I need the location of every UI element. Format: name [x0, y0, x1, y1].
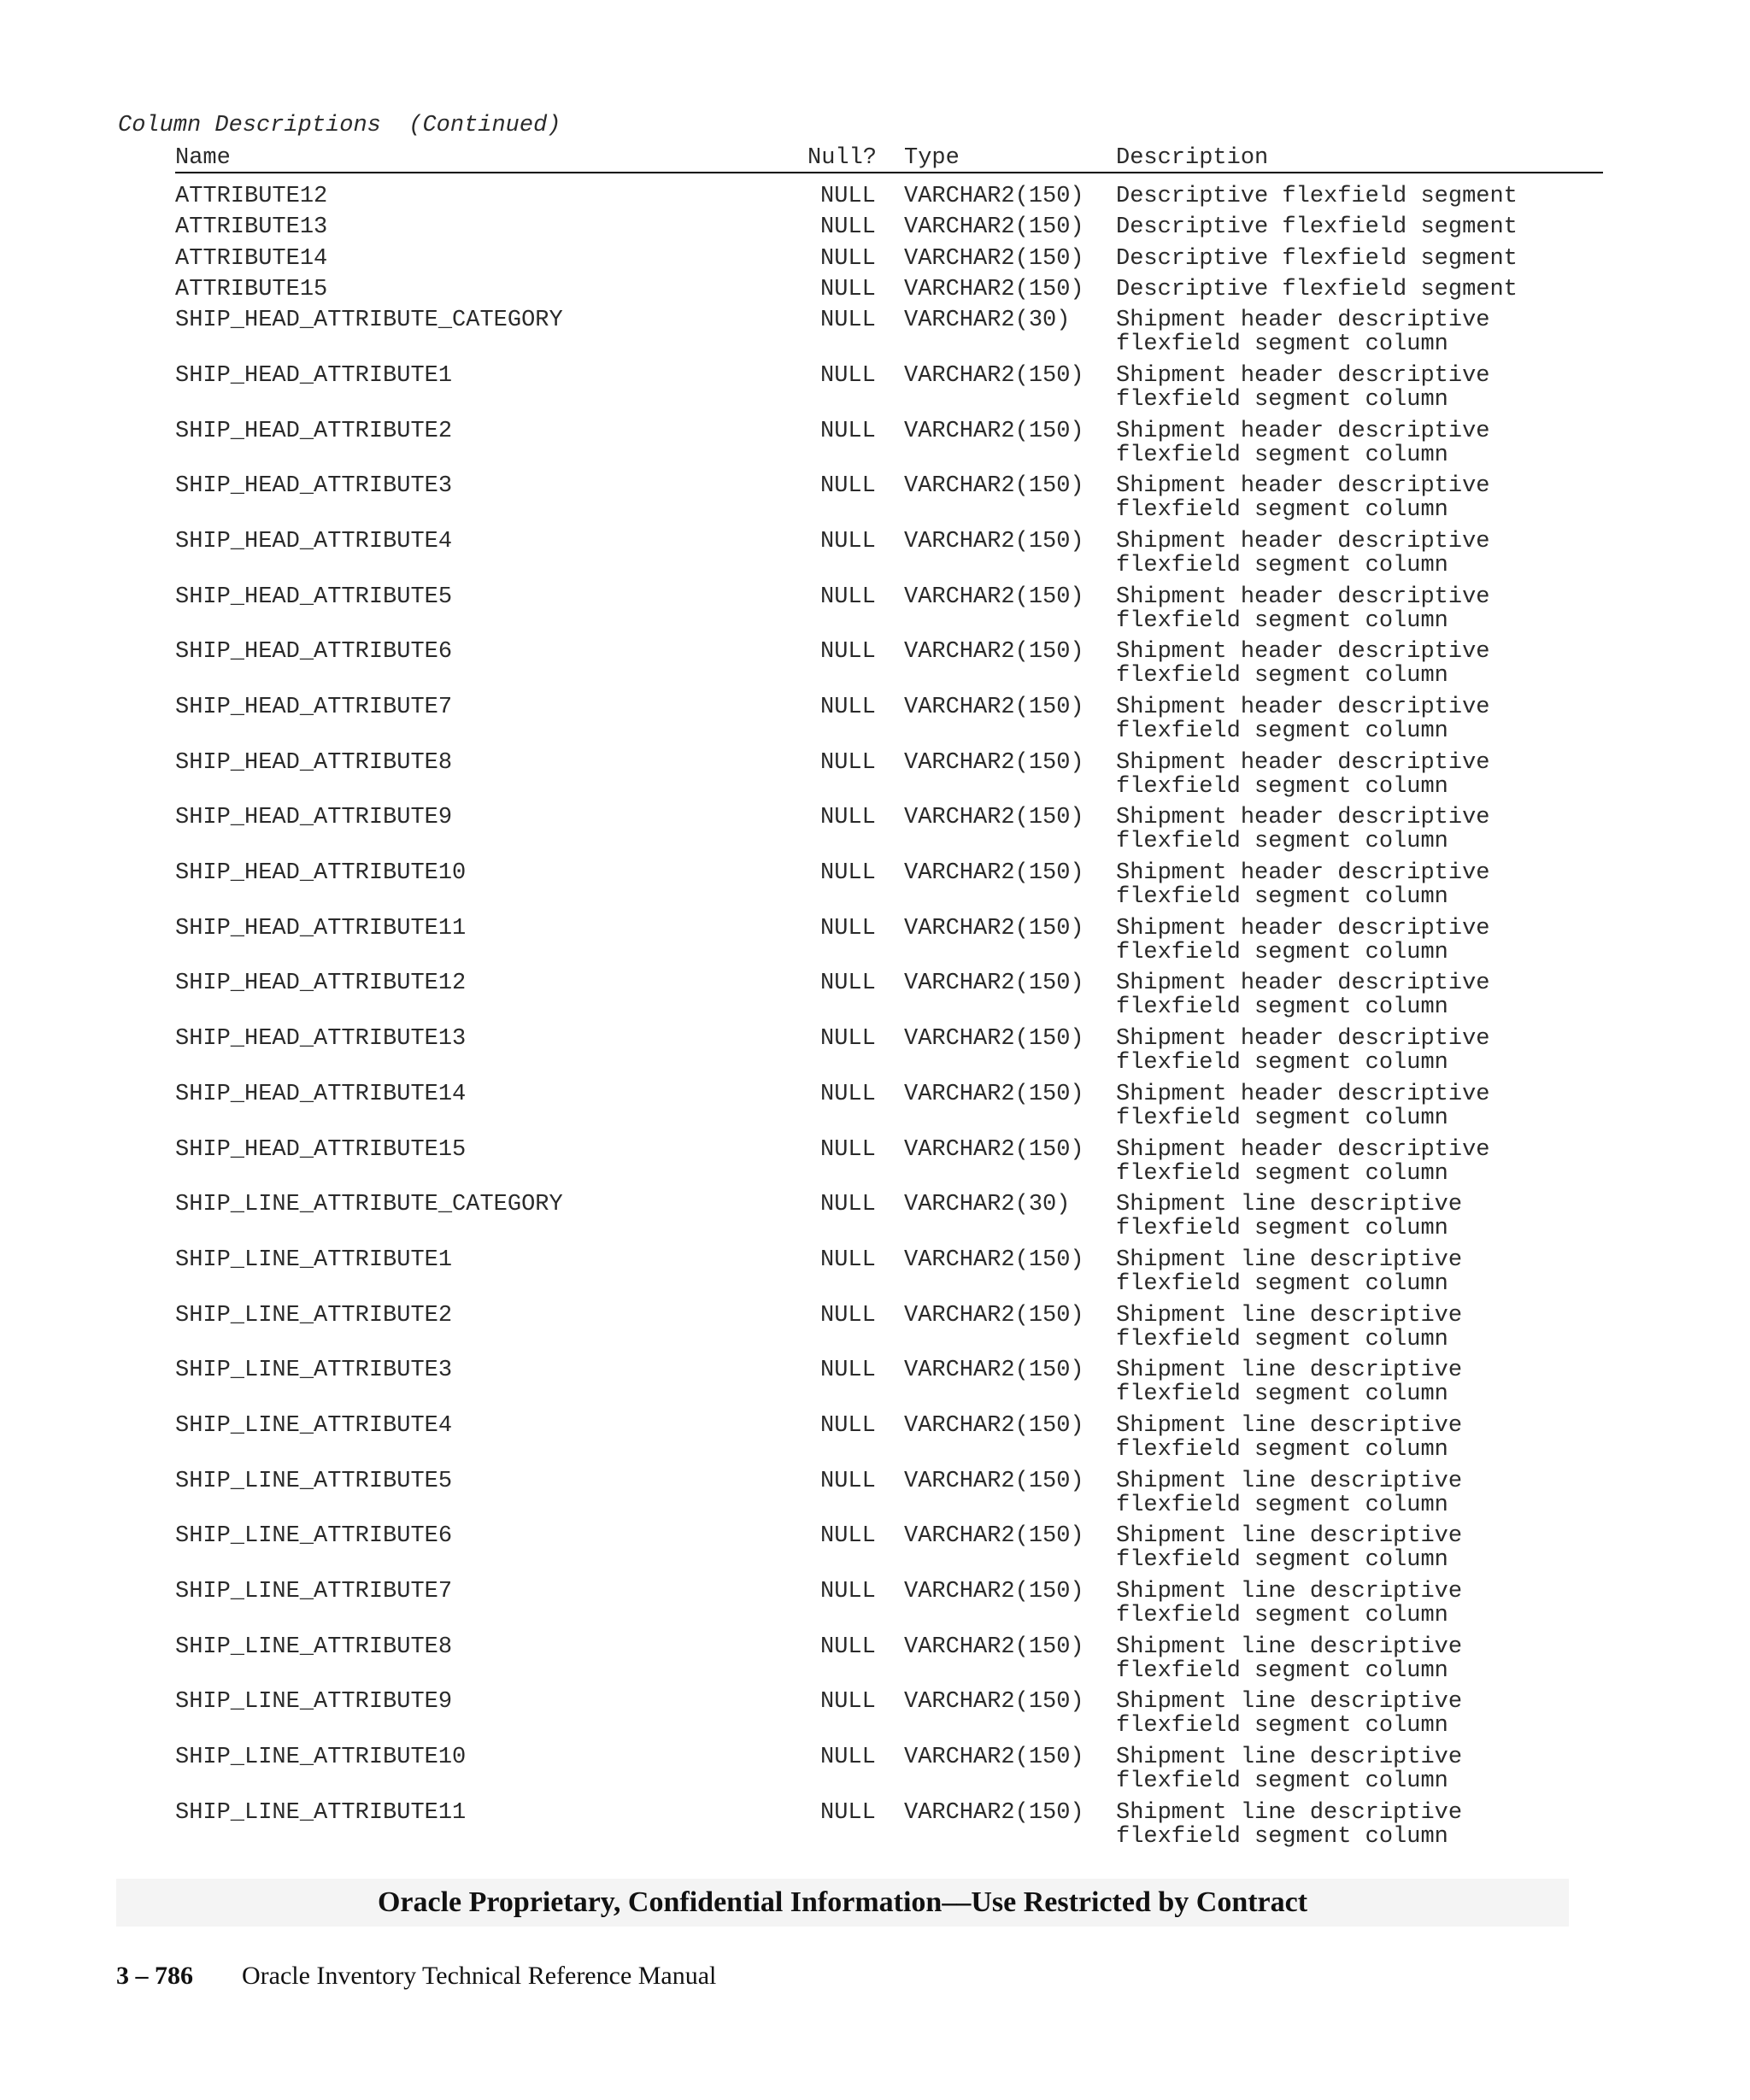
description-cell: Shipment header descriptive: [1116, 860, 1490, 887]
null-cell: NULL: [820, 1468, 876, 1494]
description-cell: Shipment header descriptive: [1116, 749, 1490, 776]
column-name-cell: SHIP_LINE_ATTRIBUTE4: [175, 1412, 453, 1439]
null-cell: NULL: [820, 362, 876, 389]
description-cell: flexfield segment column: [1116, 719, 1448, 744]
description-cell: flexfield segment column: [1116, 663, 1448, 689]
table-row: [0, 917, 1750, 972]
description-cell: flexfield segment column: [1116, 1216, 1448, 1242]
null-cell: NULL: [820, 695, 876, 720]
type-cell: VARCHAR2(150): [904, 1302, 1084, 1329]
table-row: [0, 1358, 1750, 1414]
column-name-cell: ATTRIBUTE14: [175, 245, 328, 272]
table-row: [0, 1801, 1750, 1857]
description-cell: flexfield segment column: [1116, 1105, 1448, 1131]
description-cell: Shipment header descriptive: [1116, 639, 1490, 666]
column-name-cell: SHIP_HEAD_ATTRIBUTE15: [175, 1136, 467, 1163]
column-header-name: Name: [175, 145, 231, 171]
null-cell: NULL: [820, 1026, 876, 1053]
type-cell: VARCHAR2(150): [904, 1689, 1084, 1716]
column-header-type: Type: [904, 145, 960, 171]
null-cell: NULL: [820, 418, 876, 444]
null-cell: NULL: [820, 528, 876, 554]
null-cell: NULL: [820, 214, 876, 241]
type-cell: VARCHAR2(150): [904, 1799, 1084, 1826]
column-name-cell: SHIP_HEAD_ATTRIBUTE6: [175, 639, 453, 666]
column-name-cell: SHIP_HEAD_ATTRIBUTE2: [175, 418, 453, 444]
description-cell: Shipment header descriptive: [1116, 418, 1490, 444]
type-cell: VARCHAR2(150): [904, 1247, 1084, 1273]
description-cell: flexfield segment column: [1116, 1381, 1448, 1408]
null-cell: NULL: [820, 1412, 876, 1439]
type-cell: VARCHAR2(150): [904, 749, 1084, 776]
type-cell: VARCHAR2(150): [904, 1634, 1084, 1660]
description-cell: Shipment header descriptive: [1116, 695, 1490, 720]
column-name-cell: SHIP_LINE_ATTRIBUTE1: [175, 1247, 453, 1273]
header-rule: [175, 172, 1603, 173]
column-name-cell: SHIP_HEAD_ATTRIBUTE5: [175, 584, 453, 610]
description-cell: flexfield segment column: [1116, 1326, 1448, 1352]
description-cell: Descriptive flexfield segment: [1116, 184, 1518, 209]
null-cell: NULL: [820, 805, 876, 831]
table-row: [0, 1304, 1750, 1359]
column-name-cell: SHIP_LINE_ATTRIBUTE2: [175, 1302, 453, 1329]
manual-title: Oracle Inventory Technical Reference Manual: [242, 1962, 717, 1990]
null-cell: NULL: [820, 1799, 876, 1826]
column-name-cell: ATTRIBUTE13: [175, 214, 328, 241]
description-cell: flexfield segment column: [1116, 386, 1448, 413]
table-row: [0, 1635, 1750, 1691]
description-cell: flexfield segment column: [1116, 1270, 1448, 1297]
column-name-cell: SHIP_LINE_ATTRIBUTE5: [175, 1468, 453, 1494]
description-cell: flexfield segment column: [1116, 1492, 1448, 1518]
description-cell: flexfield segment column: [1116, 884, 1448, 911]
type-cell: VARCHAR2(150): [904, 584, 1084, 610]
description-cell: Shipment header descriptive: [1116, 971, 1490, 997]
null-cell: NULL: [820, 1302, 876, 1329]
null-cell: NULL: [820, 971, 876, 997]
column-name-cell: SHIP_LINE_ATTRIBUTE9: [175, 1689, 453, 1716]
type-cell: VARCHAR2(150): [904, 1468, 1084, 1494]
column-name-cell: SHIP_LINE_ATTRIBUTE_CATEGORY: [175, 1192, 563, 1218]
column-name-cell: SHIP_HEAD_ATTRIBUTE7: [175, 695, 453, 720]
table-row: [0, 278, 1750, 308]
table-row: [0, 1138, 1750, 1194]
null-cell: NULL: [820, 245, 876, 272]
confidentiality-notice: Oracle Proprietary, Confidential Information––Use Restricted by Contract: [377, 1886, 1308, 1918]
null-cell: NULL: [820, 1136, 876, 1163]
type-cell: VARCHAR2(150): [904, 362, 1084, 389]
null-cell: NULL: [820, 1579, 876, 1604]
description-cell: flexfield segment column: [1116, 1603, 1448, 1628]
description-cell: Shipment line descriptive: [1116, 1302, 1463, 1329]
table-caption: Column Descriptions (Continued): [118, 113, 561, 138]
column-name-cell: SHIP_LINE_ATTRIBUTE3: [175, 1358, 453, 1384]
description-cell: flexfield segment column: [1116, 773, 1448, 800]
table-row: [0, 215, 1750, 246]
type-cell: VARCHAR2(150): [904, 245, 1084, 272]
description-cell: Shipment header descriptive: [1116, 362, 1490, 389]
description-cell: Shipment header descriptive: [1116, 1081, 1490, 1107]
description-cell: flexfield segment column: [1116, 1436, 1448, 1463]
table-row: [0, 1414, 1750, 1469]
column-name-cell: SHIP_HEAD_ATTRIBUTE12: [175, 971, 467, 997]
type-cell: VARCHAR2(150): [904, 805, 1084, 831]
description-cell: flexfield segment column: [1116, 939, 1448, 965]
null-cell: NULL: [820, 749, 876, 776]
type-cell: VARCHAR2(30): [904, 1192, 1071, 1218]
null-cell: NULL: [820, 1358, 876, 1384]
description-cell: Shipment line descriptive: [1116, 1799, 1463, 1826]
table-row: [0, 806, 1750, 861]
table-row: [0, 1524, 1750, 1580]
null-cell: NULL: [820, 1745, 876, 1771]
table-row: [0, 585, 1750, 641]
null-cell: NULL: [820, 639, 876, 666]
table-row: [0, 308, 1750, 364]
description-cell: Shipment line descriptive: [1116, 1468, 1463, 1494]
description-cell: Shipment line descriptive: [1116, 1412, 1463, 1439]
description-cell: Shipment header descriptive: [1116, 915, 1490, 941]
column-name-cell: SHIP_HEAD_ATTRIBUTE1: [175, 362, 453, 389]
description-cell: Shipment header descriptive: [1116, 473, 1490, 500]
description-cell: Shipment line descriptive: [1116, 1247, 1463, 1273]
type-cell: VARCHAR2(150): [904, 276, 1084, 302]
description-cell: Descriptive flexfield segment: [1116, 245, 1518, 272]
table-row: [0, 971, 1750, 1027]
null-cell: NULL: [820, 308, 876, 334]
description-cell: flexfield segment column: [1116, 1547, 1448, 1574]
null-cell: NULL: [820, 1523, 876, 1550]
description-cell: Shipment line descriptive: [1116, 1192, 1463, 1218]
type-cell: VARCHAR2(150): [904, 1579, 1084, 1604]
column-name-cell: SHIP_HEAD_ATTRIBUTE3: [175, 473, 453, 500]
description-cell: flexfield segment column: [1116, 1657, 1448, 1684]
column-name-cell: ATTRIBUTE12: [175, 184, 328, 209]
null-cell: NULL: [820, 184, 876, 209]
table-row: [0, 1580, 1750, 1635]
type-cell: VARCHAR2(150): [904, 214, 1084, 241]
description-cell: Shipment line descriptive: [1116, 1523, 1463, 1550]
description-cell: flexfield segment column: [1116, 1050, 1448, 1076]
null-cell: NULL: [820, 860, 876, 887]
type-cell: VARCHAR2(150): [904, 695, 1084, 720]
table-row: [0, 247, 1750, 278]
type-cell: VARCHAR2(150): [904, 1358, 1084, 1384]
type-cell: VARCHAR2(150): [904, 1745, 1084, 1771]
description-cell: Descriptive flexfield segment: [1116, 276, 1518, 302]
null-cell: NULL: [820, 1634, 876, 1660]
type-cell: VARCHAR2(150): [904, 1136, 1084, 1163]
table-row: [0, 419, 1750, 475]
null-cell: NULL: [820, 1192, 876, 1218]
column-description-table: [0, 185, 1750, 1856]
table-row: [0, 1745, 1750, 1801]
type-cell: VARCHAR2(150): [904, 971, 1084, 997]
type-cell: VARCHAR2(150): [904, 1026, 1084, 1053]
column-name-cell: SHIP_HEAD_ATTRIBUTE4: [175, 528, 453, 554]
null-cell: NULL: [820, 1081, 876, 1107]
type-cell: VARCHAR2(150): [904, 860, 1084, 887]
description-cell: Shipment header descriptive: [1116, 805, 1490, 831]
type-cell: VARCHAR2(150): [904, 1523, 1084, 1550]
page-number: 3 – 786: [116, 1962, 193, 1990]
table-row: [0, 1082, 1750, 1138]
type-cell: VARCHAR2(150): [904, 639, 1084, 666]
description-cell: Shipment header descriptive: [1116, 528, 1490, 554]
column-name-cell: SHIP_LINE_ATTRIBUTE8: [175, 1634, 453, 1660]
description-cell: flexfield segment column: [1116, 1713, 1448, 1739]
table-row: [0, 1248, 1750, 1304]
description-cell: Shipment line descriptive: [1116, 1358, 1463, 1384]
description-cell: flexfield segment column: [1116, 552, 1448, 578]
column-header-description: Description: [1116, 145, 1269, 171]
type-cell: VARCHAR2(150): [904, 473, 1084, 500]
null-cell: NULL: [820, 1689, 876, 1716]
description-cell: flexfield segment column: [1116, 1769, 1448, 1795]
column-name-cell: SHIP_LINE_ATTRIBUTE7: [175, 1579, 453, 1604]
column-name-cell: ATTRIBUTE15: [175, 276, 328, 302]
column-name-cell: SHIP_HEAD_ATTRIBUTE10: [175, 860, 467, 887]
null-cell: NULL: [820, 584, 876, 610]
table-row: [0, 1027, 1750, 1082]
description-cell: Shipment header descriptive: [1116, 584, 1490, 610]
column-name-cell: SHIP_HEAD_ATTRIBUTE_CATEGORY: [175, 308, 563, 334]
type-cell: VARCHAR2(150): [904, 915, 1084, 941]
null-cell: NULL: [820, 1247, 876, 1273]
type-cell: VARCHAR2(150): [904, 418, 1084, 444]
table-row: [0, 861, 1750, 917]
description-cell: Shipment header descriptive: [1116, 1026, 1490, 1053]
table-row: [0, 1469, 1750, 1525]
description-cell: flexfield segment column: [1116, 607, 1448, 634]
description-cell: Shipment header descriptive: [1116, 308, 1490, 334]
column-name-cell: SHIP_LINE_ATTRIBUTE6: [175, 1523, 453, 1550]
table-row: [0, 530, 1750, 585]
table-row: [0, 640, 1750, 695]
table-row: [0, 695, 1750, 751]
type-cell: VARCHAR2(30): [904, 308, 1071, 334]
null-cell: NULL: [820, 276, 876, 302]
null-cell: NULL: [820, 915, 876, 941]
description-cell: flexfield segment column: [1116, 1160, 1448, 1187]
description-cell: flexfield segment column: [1116, 994, 1448, 1021]
column-name-cell: SHIP_HEAD_ATTRIBUTE11: [175, 915, 467, 941]
type-cell: VARCHAR2(150): [904, 184, 1084, 209]
description-cell: Shipment line descriptive: [1116, 1689, 1463, 1716]
description-cell: flexfield segment column: [1116, 331, 1448, 358]
description-cell: flexfield segment column: [1116, 442, 1448, 468]
column-header-null: Null?: [807, 145, 878, 171]
table-row: [0, 474, 1750, 530]
description-cell: flexfield segment column: [1116, 1823, 1448, 1850]
description-cell: Shipment line descriptive: [1116, 1634, 1463, 1660]
type-cell: VARCHAR2(150): [904, 1412, 1084, 1439]
column-name-cell: SHIP_HEAD_ATTRIBUTE13: [175, 1026, 467, 1053]
description-cell: Shipment line descriptive: [1116, 1745, 1463, 1771]
type-cell: VARCHAR2(150): [904, 1081, 1084, 1107]
table-row: [0, 1690, 1750, 1745]
description-cell: Shipment line descriptive: [1116, 1579, 1463, 1604]
type-cell: VARCHAR2(150): [904, 528, 1084, 554]
table-row: [0, 751, 1750, 807]
column-name-cell: SHIP_HEAD_ATTRIBUTE8: [175, 749, 453, 776]
column-name-cell: SHIP_LINE_ATTRIBUTE10: [175, 1745, 467, 1771]
description-cell: flexfield segment column: [1116, 497, 1448, 524]
table-row: [0, 185, 1750, 215]
column-name-cell: SHIP_HEAD_ATTRIBUTE9: [175, 805, 453, 831]
table-row: [0, 364, 1750, 419]
column-name-cell: SHIP_HEAD_ATTRIBUTE14: [175, 1081, 467, 1107]
null-cell: NULL: [820, 473, 876, 500]
description-cell: flexfield segment column: [1116, 829, 1448, 855]
table-row: [0, 1193, 1750, 1248]
description-cell: Descriptive flexfield segment: [1116, 214, 1518, 241]
column-name-cell: SHIP_LINE_ATTRIBUTE11: [175, 1799, 467, 1826]
description-cell: Shipment header descriptive: [1116, 1136, 1490, 1163]
